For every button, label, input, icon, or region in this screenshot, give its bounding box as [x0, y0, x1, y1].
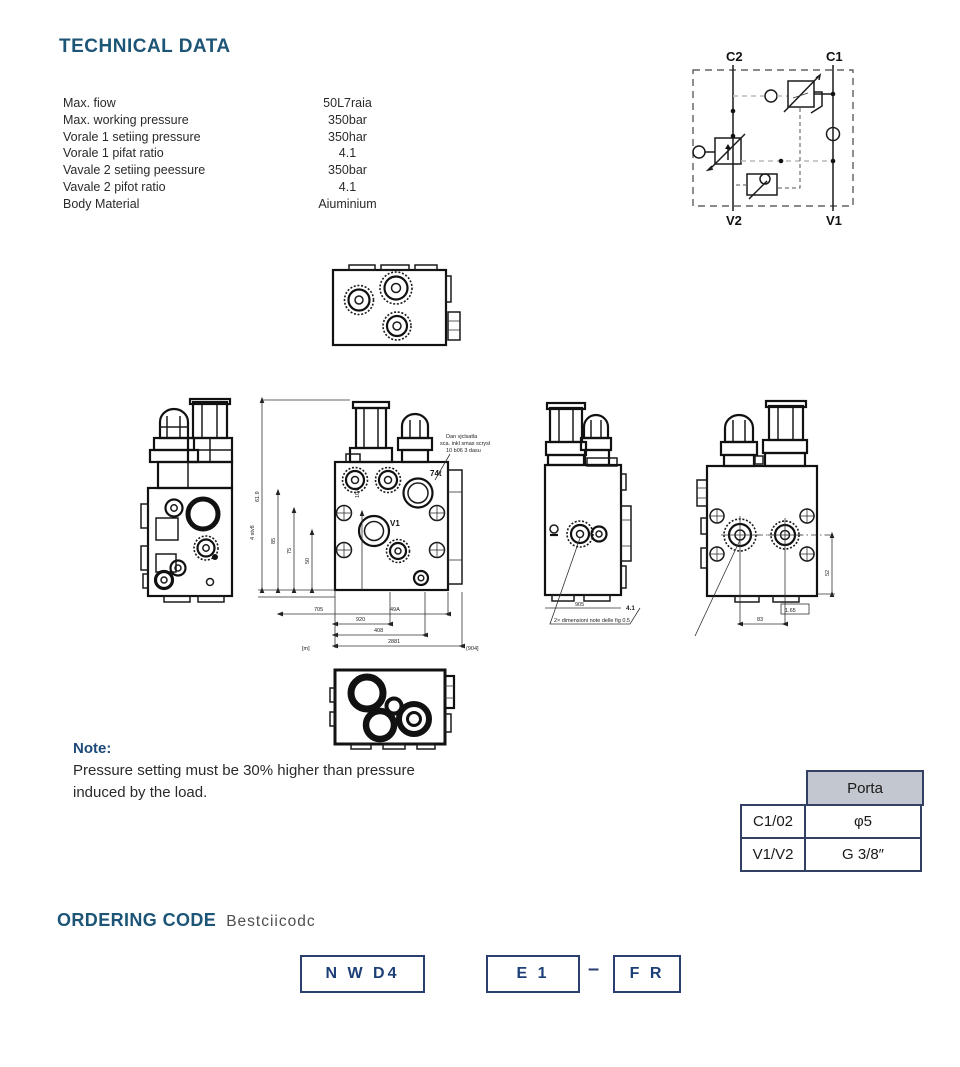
adjuster-stack [546, 403, 586, 465]
valve-top-view-drawing [325, 260, 465, 355]
main-port [721, 516, 759, 554]
knurled-port [194, 536, 218, 560]
bottom-dimensions [280, 590, 479, 652]
port-circle [343, 468, 368, 493]
knurled-port [387, 540, 410, 563]
port-label-c2: C2 [726, 49, 743, 64]
svg-text:705: 705 [314, 607, 324, 613]
ordering-box-option: F R [613, 955, 681, 993]
svg-text:(904]: (904] [466, 646, 479, 652]
svg-text:104: 104 [355, 488, 361, 498]
spec-value: 350har [328, 129, 367, 144]
orifice-symbol [733, 174, 777, 199]
far-left-dim: 4 stv8 [250, 525, 256, 540]
port-name-cell: C1/02 [740, 804, 806, 839]
svg-text:83: 83 [757, 617, 764, 623]
spec-label: Vorale 1 setiing pressure [63, 129, 201, 144]
ports-table-header: Porta [806, 770, 924, 806]
spec-row [63, 112, 423, 129]
svg-text:52: 52 [825, 569, 831, 576]
ordering-box-series: N W D4 [300, 955, 425, 993]
ports-table-header-row [740, 770, 924, 806]
spec-row [63, 196, 423, 213]
svg-text:75: 75 [287, 547, 293, 554]
spec-label: Vavale 2 pifot ratio [63, 179, 166, 194]
ports-table [740, 770, 924, 872]
large-port-ring [188, 499, 218, 529]
svg-text:49A: 49A [390, 607, 400, 613]
svg-text:920: 920 [356, 617, 366, 623]
spec-value: Aiuminium [318, 196, 377, 211]
svg-text:1.65: 1.65 [785, 608, 796, 614]
svg-text:sca. inkl smas scrysl: sca. inkl smas scrysl [440, 441, 491, 447]
port-circle [383, 312, 411, 340]
spec-value: 4.1 [338, 146, 357, 161]
hydraulic-schematic-diagram [685, 48, 863, 228]
spec-row [63, 162, 423, 179]
port-size-cell: G 3/8″ [804, 837, 922, 872]
svg-text:Dan vjclsatla: Dan vjclsatla [446, 434, 478, 440]
spec-value: 4.1 [338, 179, 357, 194]
dome-cap [398, 414, 432, 462]
ordering-box-type: E 1 [486, 955, 580, 993]
dome-cap [581, 415, 617, 466]
svg-text:4.1: 4.1 [626, 605, 636, 612]
ordering-separator: – [588, 958, 600, 980]
port-circle [380, 272, 412, 304]
spec-value: 50L7raia [323, 96, 372, 110]
ordering-code-subtitle: Bestciicodc [226, 913, 316, 930]
bottom-ports [156, 561, 214, 589]
port-label-c1: C1 [826, 49, 843, 64]
center-port [359, 516, 389, 546]
svg-text:408: 408 [374, 628, 384, 634]
svg-text:2× dimensioni note delle fig 0: 2× dimensioni note delle fig 0.5 [554, 618, 630, 624]
dome-cap [721, 415, 757, 466]
table-row [740, 806, 924, 839]
svg-text:[m]: [m] [302, 646, 310, 652]
port-size-cell: φ5 [804, 804, 922, 839]
vertical-dimensions [250, 400, 362, 597]
ordering-code-title: ORDERING CODE [57, 910, 217, 930]
note-section [73, 740, 463, 804]
adjuster-stack [755, 401, 807, 466]
port-name-cell: V1/V2 [740, 837, 806, 872]
valve-front-view-drawing [250, 392, 490, 660]
spec-row [63, 129, 423, 146]
port-hole [366, 711, 394, 739]
svg-text:2881: 2881 [388, 639, 401, 645]
port-circle [376, 468, 401, 493]
knurled-port [567, 521, 593, 547]
spec-list [63, 95, 423, 213]
right-dimension [817, 535, 835, 594]
port-circle [345, 286, 374, 315]
spec-value: 350bar [328, 112, 367, 127]
bottom-dimensions [740, 604, 809, 624]
center-port-label: V1 [390, 519, 400, 528]
page-title: TECHNICAL DATA [59, 36, 231, 57]
bottom-dimension [545, 602, 635, 612]
spec-label: Max. working pressure [63, 112, 189, 127]
large-port [404, 479, 433, 508]
svg-text:85: 85 [271, 537, 277, 544]
spec-value: 350bar [328, 163, 367, 178]
spec-label: Vorale 1 pifat ratio [63, 146, 164, 161]
cartridge-stack [346, 402, 392, 462]
port-label-v1: V1 [826, 213, 842, 228]
ordering-code-heading [57, 910, 316, 931]
spec-row [63, 145, 423, 162]
valve-back-view-drawing [695, 398, 875, 638]
port-symbol [550, 525, 558, 535]
svg-text:61.9: 61.9 [255, 491, 261, 502]
spec-label: Body Material [63, 196, 140, 211]
port-hole [351, 677, 383, 709]
note-title: Note: [73, 740, 112, 757]
svg-text:50: 50 [305, 557, 311, 564]
spec-label: Vavale 2 setiing peessure [63, 163, 206, 178]
spec-row [63, 179, 423, 196]
svg-text:905: 905 [575, 602, 585, 608]
small-port [414, 571, 428, 585]
small-port-ring [166, 500, 183, 517]
note-body: Pressure setting must be 30% higher than pressure induced by the load. [73, 762, 415, 801]
ports-table-corner [740, 770, 806, 806]
spec-label: Max. fiow [63, 96, 116, 110]
adjuster-stack [188, 399, 232, 462]
relief-valve-2-symbol [693, 109, 745, 170]
spec-row [63, 95, 423, 112]
port-hole [387, 699, 402, 714]
port-label-v2: V2 [726, 213, 742, 228]
valve-left-side-view-drawing [130, 396, 265, 608]
relief-valve-1-symbol [784, 75, 835, 113]
corner-mark: 74t [430, 469, 442, 478]
table-row [740, 839, 924, 872]
dome-cap [160, 409, 188, 438]
port-hole [399, 704, 429, 734]
svg-text:10 b06 3 dasu: 10 b06 3 dasu [446, 448, 481, 454]
